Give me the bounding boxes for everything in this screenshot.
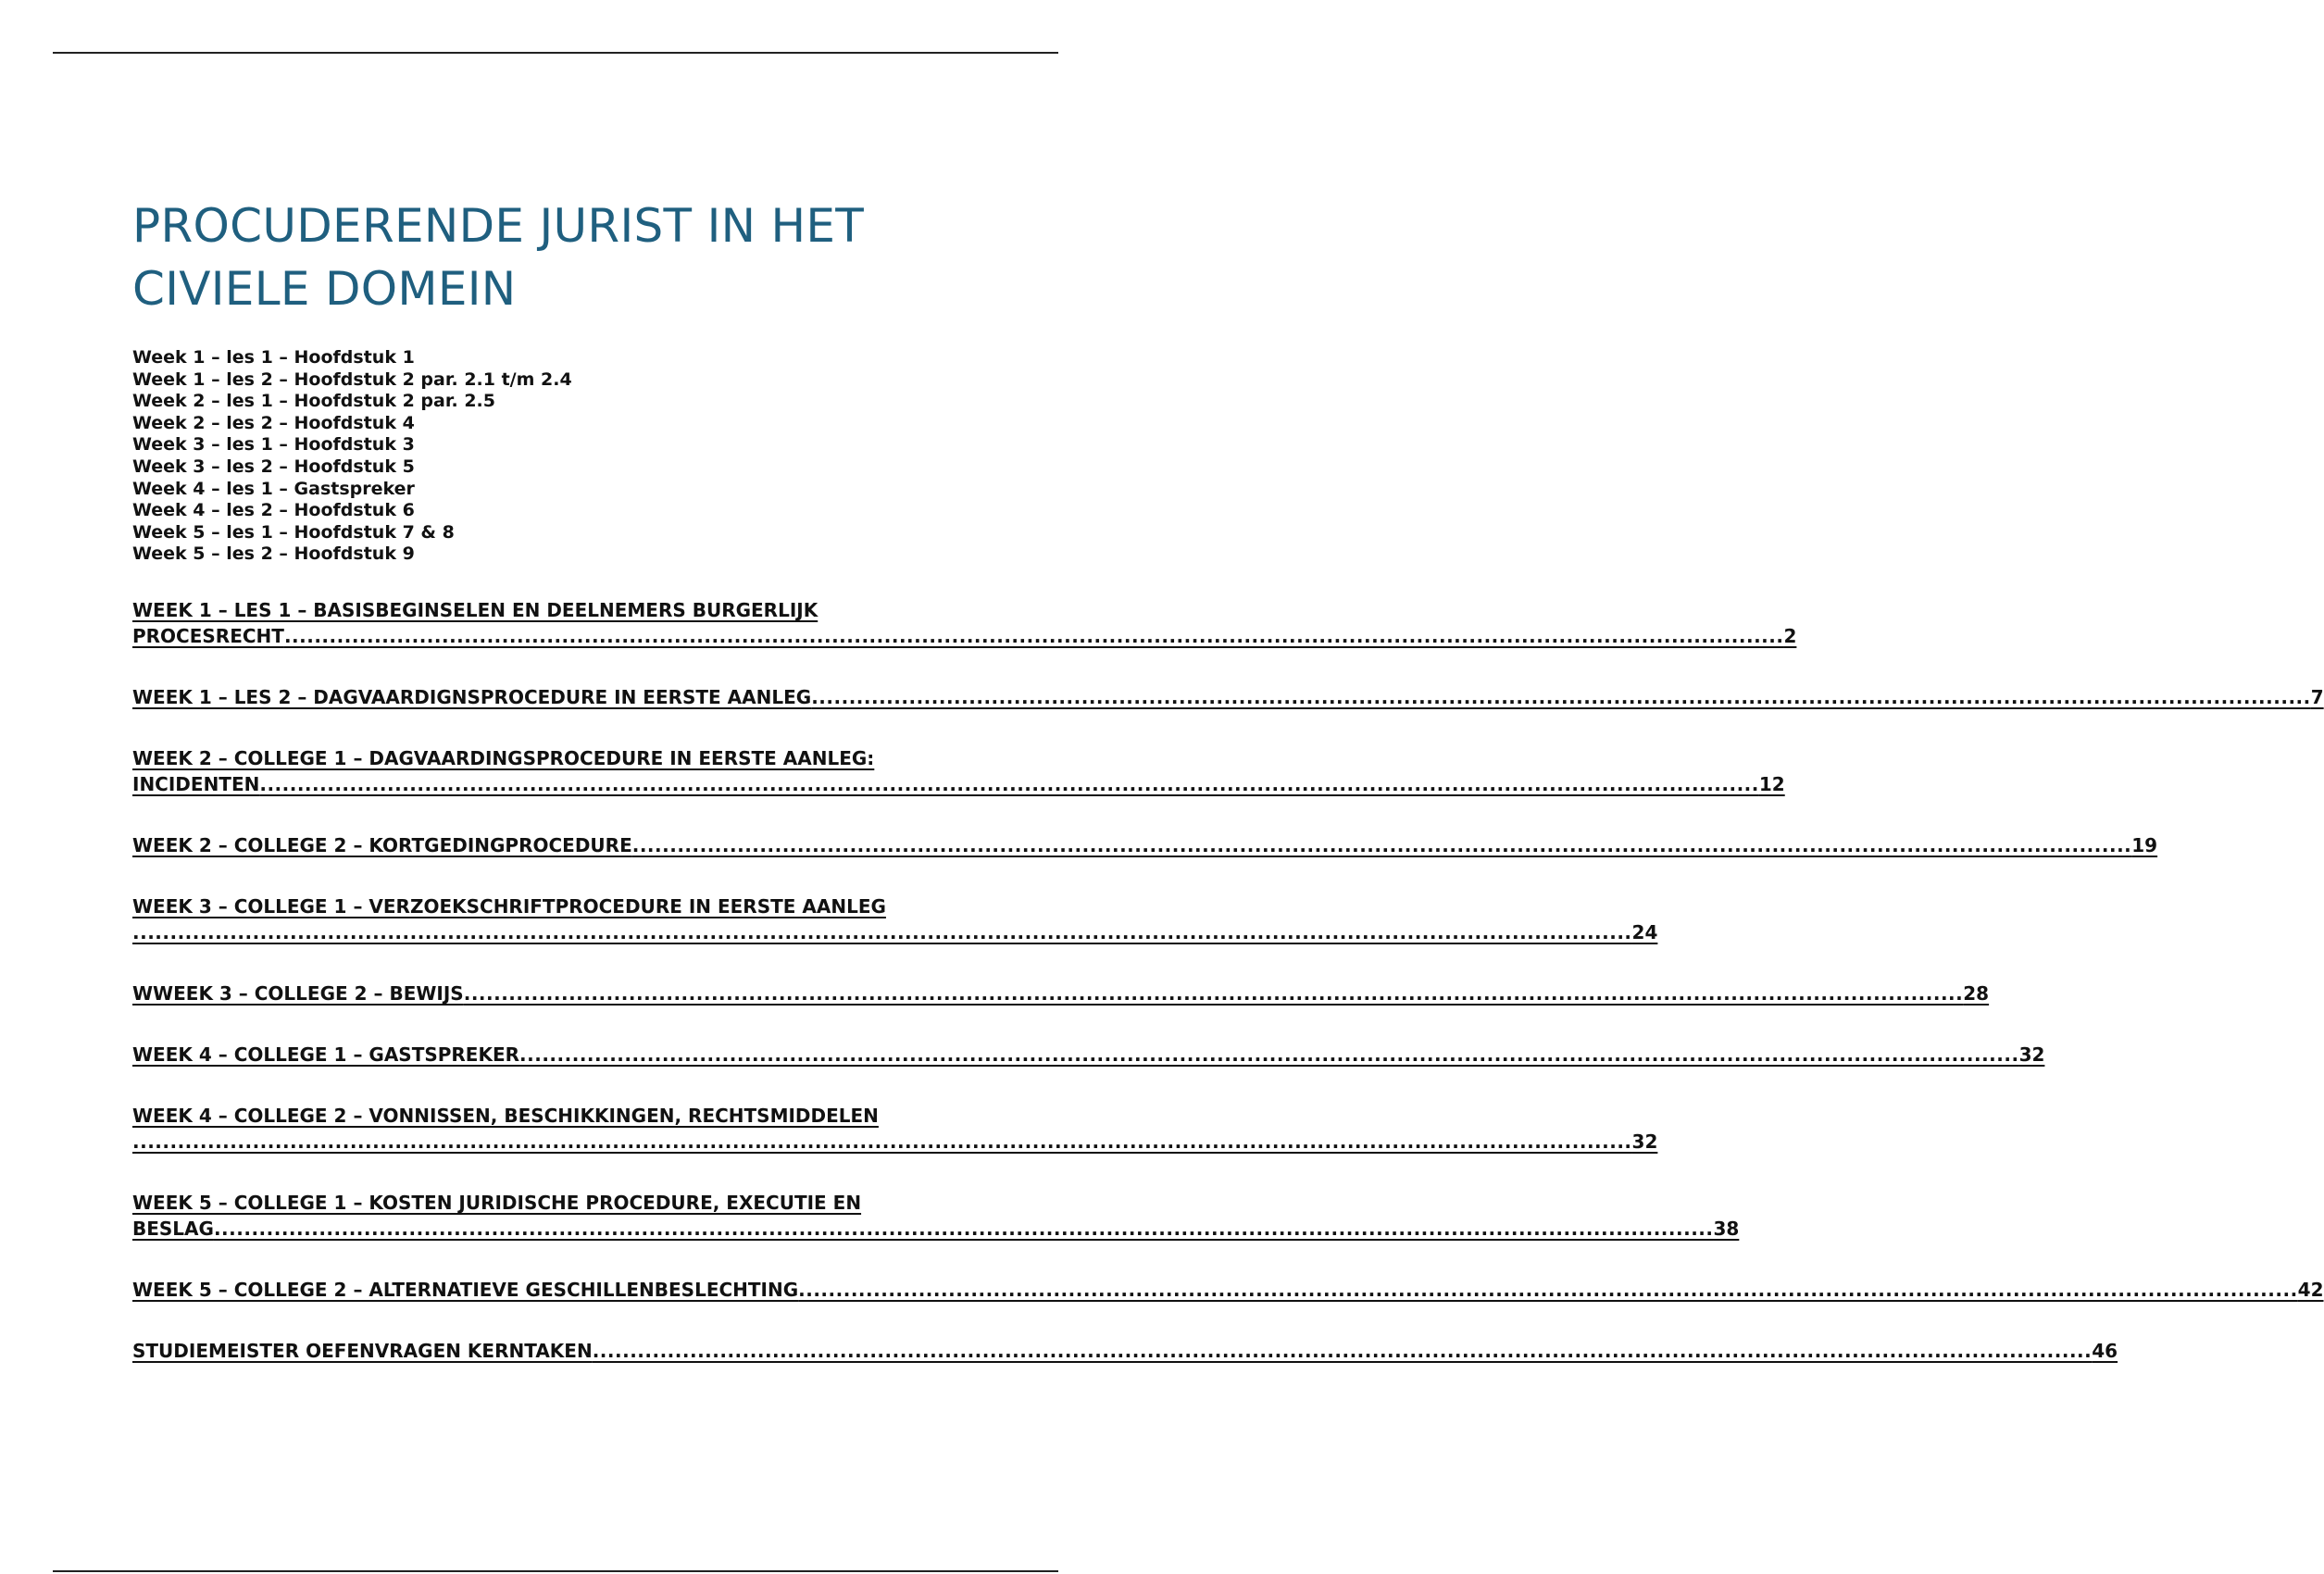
schedule-item: Week 2 – les 1 – Hoofdstuk 2 par. 2.5 xyxy=(132,391,495,412)
toc-entry[interactable] xyxy=(132,893,1658,945)
schedule-item: Week 4 – les 2 – Hoofdstuk 6 xyxy=(132,500,415,521)
toc-page-number: 19 xyxy=(2131,834,2158,856)
toc-entry-title: STUDIEMEISTER OEFENVRAGEN KERNTAKEN xyxy=(132,1340,593,1362)
toc-entry-title: WEEK 2 – COLLEGE 2 – KORTGEDINGPROCEDURE xyxy=(132,834,632,856)
document-title-line-1: PROCUDERENDE JURIST IN HET xyxy=(132,199,865,253)
toc-dot-leader: ........................................................................................................................................................................................................ xyxy=(132,1131,1632,1153)
schedule-item: Week 3 – les 2 – Hoofdstuk 5 xyxy=(132,456,415,477)
toc-dot-leader: ........................................................................................................................................................................................................ xyxy=(631,834,2132,856)
document-title xyxy=(132,194,1003,320)
toc-entry[interactable] xyxy=(132,1042,2045,1068)
toc-entry-title: WEEK 2 – COLLEGE 1 – DAGVAARDINGSPROCEDURE IN EERSTE AANLEG: xyxy=(132,747,875,769)
toc-entry-title-continuation: INCIDENTEN xyxy=(132,773,260,795)
toc-entry-title-continuation: PROCESRECHT xyxy=(132,625,284,647)
toc-dot-leader: ........................................................................................................................................................................................................ xyxy=(519,1043,2019,1066)
schedule-item: Week 2 – les 2 – Hoofdstuk 4 xyxy=(132,412,415,433)
toc-page-number: 32 xyxy=(1631,1131,1658,1153)
toc-page-number: 42 xyxy=(2297,1279,2324,1301)
toc-entry-title: WEEK 4 – COLLEGE 1 – GASTSPREKER xyxy=(132,1043,520,1066)
schedule-item: Week 1 – les 1 – Hoofdstuk 1 xyxy=(132,347,415,368)
toc-entry-leader-line xyxy=(132,1216,1740,1242)
footer-rule xyxy=(53,1570,1058,1572)
document-title-line-2: CIVIELE DOMEIN xyxy=(132,262,517,316)
toc-entry-title: WEEK 4 – COLLEGE 2 – VONNISSEN, BESCHIKKINGEN, RECHTSMIDDELEN xyxy=(132,1105,879,1127)
toc-dot-leader: ........................................................................................................................................................................................................ xyxy=(811,686,2311,708)
schedule-item: Week 5 – les 2 – Hoofdstuk 9 xyxy=(132,543,415,565)
toc-entry[interactable] xyxy=(132,832,2158,858)
toc-entry-title-continuation: BESLAG xyxy=(132,1218,214,1240)
toc-page-number: 32 xyxy=(2018,1043,2045,1066)
toc-entry-leader-line xyxy=(132,981,1990,1006)
toc-dot-leader: ........................................................................................................................................................................................................ xyxy=(798,1279,2298,1301)
toc-page-number: 46 xyxy=(2092,1340,2118,1362)
toc-dot-leader: ........................................................................................................................................................................................................ xyxy=(463,982,1964,1005)
toc-dot-leader: ........................................................................................................................................................................................................ xyxy=(283,625,1784,647)
toc-entry-title: WWEEK 3 – COLLEGE 2 – BEWIJS xyxy=(132,982,464,1005)
toc-page-number: 24 xyxy=(1631,921,1658,943)
toc-page-number: 12 xyxy=(1758,773,1785,795)
toc-dot-leader: ........................................................................................................................................................................................................ xyxy=(592,1340,2093,1362)
toc-dot-leader: ........................................................................................................................................................................................................ xyxy=(213,1218,1714,1240)
toc-entry-leader-line xyxy=(132,1277,2324,1303)
toc-page-number: 2 xyxy=(1783,625,1797,647)
schedule-item: Week 3 – les 1 – Hoofdstuk 3 xyxy=(132,434,415,456)
toc-entry-title: WEEK 1 – LES 2 – DAGVAARDIGNSPROCEDURE IN EERSTE AANLEG xyxy=(132,686,812,708)
toc-entry[interactable] xyxy=(132,1103,1658,1155)
toc-entry[interactable] xyxy=(132,981,1990,1006)
toc-entry-leader-line xyxy=(132,1129,1658,1155)
toc-page-number: 7 xyxy=(2310,686,2324,708)
toc-entry[interactable] xyxy=(132,1338,2118,1364)
toc-page-number: 28 xyxy=(1963,982,1990,1005)
toc-entry-title: WEEK 3 – COLLEGE 1 – VERZOEKSCHRIFTPROCEDURE IN EERSTE AANLEG xyxy=(132,895,886,918)
toc-entry-leader-line xyxy=(132,919,1658,945)
schedule-item: Week 4 – les 1 – Gastspreker xyxy=(132,478,415,499)
toc-dot-leader: ........................................................................................................................................................................................................ xyxy=(132,921,1632,943)
schedule-item: Week 1 – les 2 – Hoofdstuk 2 par. 2.1 t/m 2.4 xyxy=(132,369,572,390)
toc-dot-leader: ........................................................................................................................................................................................................ xyxy=(259,773,1759,795)
toc-entry-leader-line xyxy=(132,771,1785,797)
toc-entry-title: WEEK 5 – COLLEGE 1 – KOSTEN JURIDISCHE PROCEDURE, EXECUTIE EN xyxy=(132,1192,862,1214)
toc-entry-leader-line xyxy=(132,1338,2118,1364)
toc-entry-leader-line xyxy=(132,1042,2045,1068)
toc-entry[interactable] xyxy=(132,1190,1740,1242)
toc-page-number: 38 xyxy=(1713,1218,1740,1240)
toc-entry[interactable] xyxy=(132,745,1785,797)
toc-entry[interactable] xyxy=(132,1277,2324,1303)
schedule-item: Week 5 – les 1 – Hoofdstuk 7 & 8 xyxy=(132,521,455,543)
toc-entry-title: WEEK 5 – COLLEGE 2 – ALTERNATIEVE GESCHILLENBESLECHTING xyxy=(132,1279,799,1301)
table-of-contents xyxy=(132,597,2324,1399)
lesson-schedule xyxy=(132,347,572,566)
toc-entry[interactable] xyxy=(132,684,2324,710)
toc-entry[interactable] xyxy=(132,597,1797,649)
toc-entry-leader-line xyxy=(132,684,2324,710)
toc-entry-title: WEEK 1 – LES 1 – BASISBEGINSELEN EN DEELNEMERS BURGERLIJK xyxy=(132,599,818,621)
toc-entry-leader-line xyxy=(132,832,2158,858)
header-rule xyxy=(53,52,1058,54)
toc-entry-leader-line xyxy=(132,623,1797,649)
